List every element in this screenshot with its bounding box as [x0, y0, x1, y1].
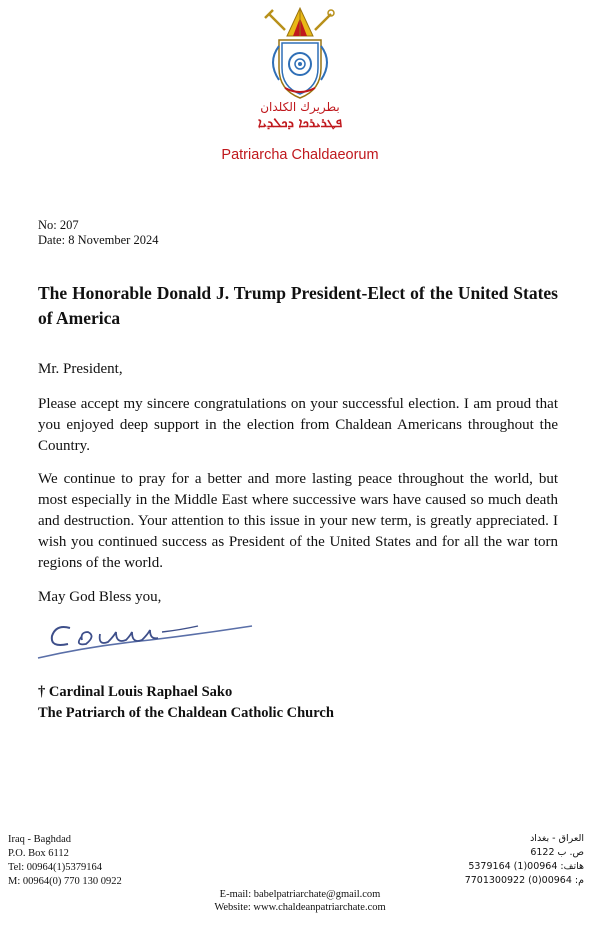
addressee-heading: The Honorable Donald J. Trump President-Elect of the United States of America [38, 283, 558, 328]
footer-city: Iraq - Baghdad [8, 834, 71, 845]
footer-po-box-arabic: ص. ب 6122 [530, 847, 584, 858]
closing-line: May God Bless you, [38, 589, 162, 605]
footer-online-contact [0, 888, 600, 914]
letter-number: No: 207 [38, 218, 79, 232]
handwritten-signature-icon [30, 606, 260, 668]
signatory-title: The Patriarch of the Chaldean Catholic Church [38, 705, 334, 721]
body-paragraph: We continue to pray for a better and more lasting peace throughout the world, but most especially in the Middle East where successive wars have caused so much death and destruction. Your attention to this issue in your new term, is greatly appreciated. I wish you continued success as President of the United States and for all the war torn regions of the world. [38, 471, 558, 571]
letterhead-syriac-name: ܦܛܪܝܪܟܐ ܕܟܠܕܝܐ [257, 116, 343, 131]
footer-telephone: Tel: 00964(1)5379164 [8, 862, 103, 873]
footer-mobile-arabic: م: 00964(0) 7701300922 [464, 875, 584, 886]
salutation: Mr. President, [38, 361, 123, 377]
footer-telephone-arabic: هاتف: 00964(1) 5379164 [468, 861, 584, 872]
reference-block [38, 218, 158, 248]
patriarchal-crest-icon [255, 2, 345, 102]
footer-contact-arabic [465, 832, 584, 888]
footer-city-arabic: العراق - بغداد [530, 833, 584, 844]
footer-mobile: M: 00964(0) 770 130 0922 [8, 876, 122, 887]
footer-contact-english [8, 833, 122, 889]
letterhead-arabic-name: بطريرك الكلدان [260, 100, 340, 114]
signatory-name: † Cardinal Louis Raphael Sako [38, 684, 233, 700]
letter-date: Date: 8 November 2024 [38, 233, 159, 247]
footer-website[interactable]: Website: www.chaldeanpatriarchate.com [214, 902, 386, 913]
footer-po-box: P.O. Box 6112 [8, 848, 69, 859]
signatory-block [38, 682, 334, 724]
footer-email[interactable]: E-mail: babelpatriarchate@gmail.com [219, 889, 381, 900]
body-paragraph: Please accept my sincere congratulations on your successful election. I am proud that you enjoyed deep support in the election from Chaldean Americans throughout the Country. [38, 396, 558, 454]
letterhead-latin-name: Patriarcha Chaldaeorum [221, 147, 379, 163]
